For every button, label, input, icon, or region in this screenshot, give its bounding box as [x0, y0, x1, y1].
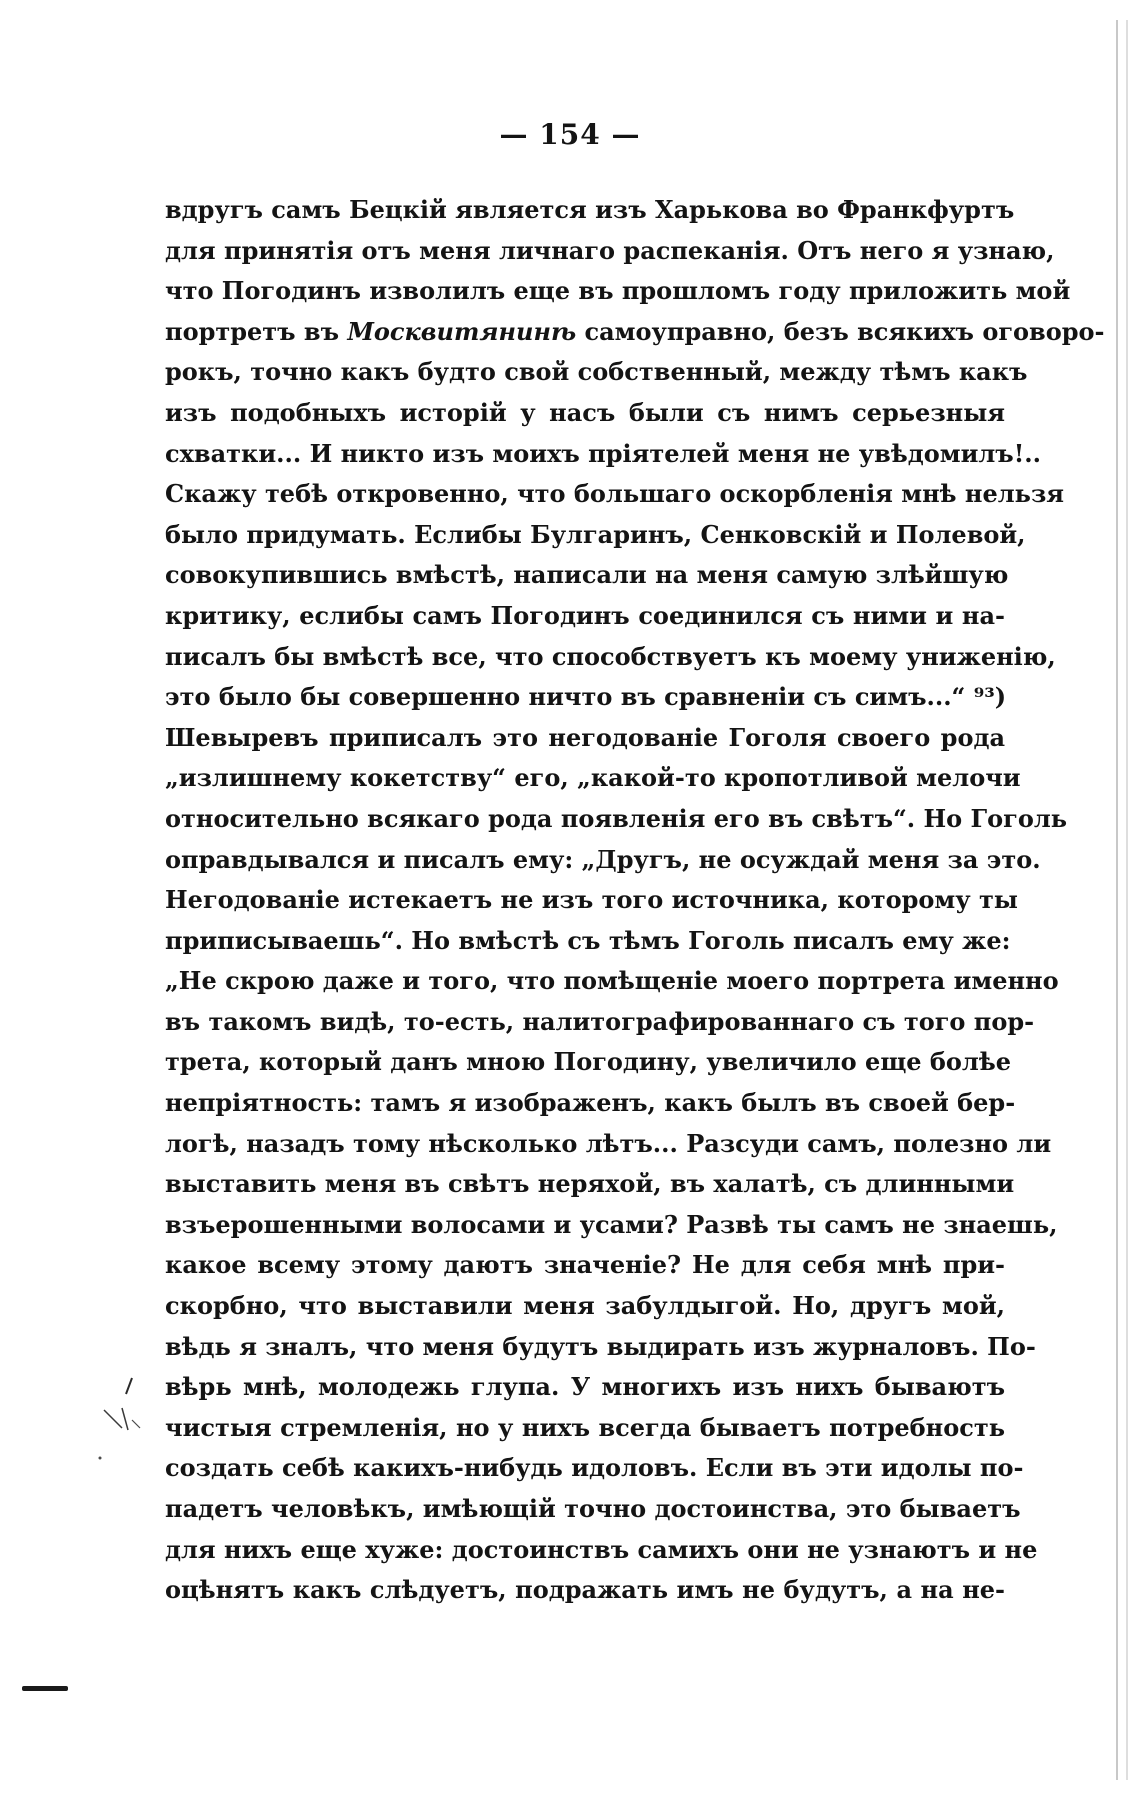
text-line: вѣрь мнѣ, молодежь глупа. У многихъ изъ нихъ бываютъ [165, 1372, 1005, 1402]
text-line: непріятность: тамъ я изображенъ, какъ былъ въ своей бер- [165, 1088, 1016, 1118]
text-line: трета, который данъ мною Погодину, увеличило еще болѣе [165, 1047, 1011, 1077]
text-line: скорбно, что выставили меня забулдыгой. Но, другъ мой, [165, 1291, 1005, 1321]
text-line: относительно всякаго рода появленія его въ свѣтъ“. Но Гоголь [165, 803, 1068, 833]
text-line: оправдывался и писалъ ему: „Другъ, не осуждай меня за это. [165, 844, 1041, 874]
italic-title: Москвитянинѣ [347, 316, 577, 346]
body-text [165, 190, 1105, 1611]
scan-margin-mark [22, 1686, 68, 1691]
text-line: Шевыревъ приписалъ это негодованіе Гоголя своего рода [165, 722, 1005, 752]
text-line: для принятія отъ меня личнаго распеканія. Отъ него я узнаю, [165, 235, 1055, 265]
text-line: въ такомъ видѣ, то-есть, налитографированнаго съ того пор- [165, 1006, 1035, 1036]
scan-edge-line [1126, 20, 1128, 1780]
text-line: „Не скрою даже и того, что помѣщеніе моего портрета именно [165, 966, 1059, 996]
text-line: чистыя стремленія, но у нихъ всегда бываетъ потребность [165, 1412, 1005, 1442]
page-number: — 154 — [499, 118, 641, 151]
text-line: „излишнему кокетству“ его, „какой-то кропотливой мелочи [165, 763, 1021, 793]
text-line: приписываешь“. Но вмѣстѣ съ тѣмъ Гоголь писалъ ему же: [165, 925, 1011, 955]
text-line: рокъ, точно какъ будто свой собственный, между тѣмъ какъ [165, 357, 1028, 387]
scan-edge-line [1116, 20, 1118, 1780]
text-line: писалъ бы вмѣстѣ все, что способствуетъ къ моему униженію, [165, 641, 1056, 671]
text-line: совокупившись вмѣстѣ, написали на меня самую злѣйшую [165, 560, 1009, 590]
text-line: логѣ, назадъ тому нѣсколько лѣтъ... Разсуди самъ, полезно ли [165, 1128, 1052, 1158]
text-line: для нихъ еще хуже: достоинствъ самихъ они не узнаютъ и не [165, 1534, 1038, 1564]
text-line: выставить меня въ свѣтъ неряхой, въ халатѣ, съ длинными [165, 1169, 1015, 1199]
text-line: схватки... И никто изъ моихъ пріятелей меня не увѣдомилъ!.. [165, 438, 1041, 468]
text-line: какое всему этому даютъ значеніе? Не для себя мнѣ при- [165, 1250, 1005, 1280]
text-line: это было бы совершенно ничто въ сравненіи съ симъ...“ ⁹³) [165, 682, 1007, 712]
text-line: что Погодинъ изволилъ еще въ прошломъ году приложить мой [165, 276, 1071, 306]
text-line: падетъ человѣкъ, имѣющій точно достоинства, это бываетъ [165, 1494, 1021, 1523]
text-line: критику, еслибы самъ Погодинъ соединился съ ними и на- [165, 600, 1005, 630]
text-line: было придумать. Еслибы Булгаринъ, Сенковскій и Полевой, [165, 519, 1026, 549]
text-line: оцѣнятъ какъ слѣдуетъ, подражать имъ не будутъ, а на не- [165, 1575, 1005, 1605]
pencil-margin-mark [92, 1370, 152, 1470]
text-line: портретъ въ Москвитянинѣ самоуправно, безъ всякихъ оговоро- [165, 316, 1105, 346]
text-line: взъерошенными волосами и усами? Развѣ ты самъ не знаешь, [165, 1209, 1058, 1239]
text-line: изъ подобныхъ исторій у насъ были съ нимъ серьезныя [165, 397, 1005, 427]
text-line: вѣдь я зналъ, что меня будутъ выдирать изъ журналовъ. По- [165, 1331, 1036, 1361]
text-line: создать себѣ какихъ-нибудь идоловъ. Если въ эти идолы по- [165, 1453, 1024, 1483]
text-line: Негодованіе истекаетъ не изъ того источника, которому ты [165, 885, 1018, 915]
text-line: вдругъ самъ Бецкій является изъ Харькова во Франкфуртъ [165, 195, 1015, 224]
text-line: Скажу тебѣ откровенно, что большаго оскорбленія мнѣ нельзя [165, 479, 1065, 509]
